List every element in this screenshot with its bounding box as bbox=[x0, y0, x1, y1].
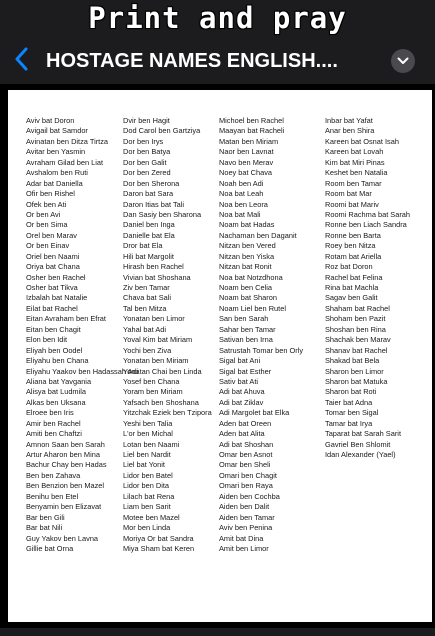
page-title: HOSTAGE NAMES ENGLISH.... bbox=[46, 49, 338, 72]
hostage-name: Daron bat Sara bbox=[123, 189, 174, 199]
hostage-name: Noa bat Notzdhona bbox=[219, 272, 283, 282]
hostage-name: Noa ben Leora bbox=[219, 199, 268, 209]
hostage-name: Taparat bat Sarah Sarit bbox=[325, 429, 402, 439]
hostage-name: Sharon ben Limor bbox=[325, 366, 384, 376]
hostage-name: Dor ben Zered bbox=[123, 168, 171, 178]
names-column-1 bbox=[26, 116, 138, 554]
hostage-name: Ben ben Zahava bbox=[26, 470, 81, 480]
hostage-name: Inbar bat Yafat bbox=[325, 116, 373, 125]
hostage-name: Miya Sham bat Keren bbox=[123, 543, 195, 553]
hostage-name: Daniel ben Inga bbox=[123, 220, 175, 230]
hostage-name: Roz bat Doron bbox=[325, 262, 373, 272]
hostage-name: Ofir ben Rishel bbox=[26, 189, 75, 199]
hostage-name: Aden bat Alita bbox=[219, 429, 265, 439]
hostage-name: Amiti ben Chaftzi bbox=[26, 429, 82, 439]
hostage-name: Lidor ben Batel bbox=[123, 470, 173, 480]
hostage-name: Dor ben Irys bbox=[123, 136, 164, 146]
hostage-name: Anar ben Shira bbox=[325, 126, 375, 136]
hostage-name: Guy Yakov ben Lavna bbox=[26, 533, 99, 543]
hostage-name: Roomi Rachma bat Sarah bbox=[325, 209, 411, 219]
app-header bbox=[0, 38, 435, 84]
hostage-name: Room ben Tamar bbox=[325, 178, 382, 188]
hostage-name: Noey bat Chava bbox=[219, 168, 272, 178]
hostage-name: Danielle bat Ela bbox=[123, 230, 175, 240]
hostage-name: Keshet ben Natalia bbox=[325, 168, 388, 178]
hostage-name: Elon ben Idit bbox=[26, 335, 68, 345]
hostage-name: Adar bat Daniella bbox=[26, 178, 83, 188]
hostage-name: Omari ben Raya bbox=[219, 481, 273, 491]
hostage-name: Omar ben Sheli bbox=[219, 460, 271, 470]
hostage-name: Sahar ben Tamar bbox=[219, 324, 276, 334]
hostage-name: Nitzan ben Vered bbox=[219, 241, 276, 251]
hostage-name: Motee ben Mazel bbox=[123, 512, 180, 522]
print-and-pray-caption: Print and pray bbox=[88, 1, 347, 35]
hostage-name: Shoham ben Pazit bbox=[325, 314, 386, 324]
hostage-name: Navo ben Merav bbox=[219, 157, 274, 167]
hostage-name: Sativan ben Irna bbox=[219, 335, 273, 345]
hostage-name: Nachaman ben Daganit bbox=[219, 230, 297, 240]
hostage-name: Or ben Sima bbox=[26, 220, 68, 230]
hostage-name: Eitan Avraham ben Efrat bbox=[26, 314, 106, 324]
hostage-name: Bar ben Gili bbox=[26, 512, 65, 522]
hostage-name: Vivian bat Shoshana bbox=[123, 272, 191, 282]
hostage-name: Naor ben Lavnat bbox=[219, 147, 274, 157]
hostage-name: Dor ben Sherona bbox=[123, 178, 180, 188]
hostage-name: Maayan bat Racheli bbox=[219, 126, 285, 136]
document-viewer[interactable] bbox=[0, 84, 435, 628]
hostage-name: Bar bat Nili bbox=[26, 523, 63, 533]
hostage-name: Dvir ben Hagit bbox=[123, 116, 170, 125]
hostage-name: Ben Benzion ben Mazel bbox=[26, 481, 105, 491]
hostage-name: Osher ben Rachel bbox=[26, 272, 86, 282]
hostage-name: Sharon bat Roti bbox=[325, 387, 377, 397]
hostage-name: San ben Sarah bbox=[219, 314, 269, 324]
hostage-name: Eliyahu Yaakov ben Hadassah Adi bbox=[26, 366, 139, 376]
hostage-name: Lotan ben Naami bbox=[123, 439, 180, 449]
hostage-name: Izbalah bat Natalie bbox=[26, 293, 88, 303]
bottom-bar bbox=[0, 628, 435, 636]
hostage-name: Roomi bat Mariv bbox=[325, 199, 379, 209]
hostage-name: Moriya Or bat Sandra bbox=[123, 533, 194, 543]
hostage-name: Aviv bat Doron bbox=[26, 116, 75, 125]
hostage-name: Eitan ben Chagit bbox=[26, 324, 81, 334]
chevron-left-icon bbox=[14, 47, 28, 76]
hostage-name: Sigal bat Esther bbox=[219, 366, 272, 376]
hostage-name: Oriel ben Naami bbox=[26, 251, 80, 261]
hostage-name: Amit bat Dina bbox=[219, 533, 264, 543]
hostage-name: Kim bat Miri Pinas bbox=[325, 157, 385, 167]
hostage-name: Hirash ben Rachel bbox=[123, 262, 184, 272]
chevron-down-icon bbox=[397, 52, 409, 70]
hostage-name: Avraham Gilad ben Liat bbox=[26, 157, 104, 167]
hostage-name: Shachak ben Marav bbox=[325, 335, 391, 345]
names-column-2 bbox=[123, 116, 212, 554]
hostage-name: Eliyahu ben Chana bbox=[26, 356, 89, 366]
hostage-name: Mor ben Linda bbox=[123, 523, 171, 533]
hostage-name: Yeshi ben Talia bbox=[123, 418, 173, 428]
hostage-name: Aviv ben Penina bbox=[219, 523, 273, 533]
hostage-name: Yonatan ben Miriam bbox=[123, 356, 189, 366]
hostage-name: Amit ben Limor bbox=[219, 543, 269, 553]
hostage-name: Adi bat Ziklav bbox=[219, 397, 264, 407]
hostage-name: Alkas ben Uksana bbox=[26, 397, 86, 407]
hostage-name: Noah ben Adi bbox=[219, 178, 264, 188]
hostage-name: Eilat bat Rachel bbox=[26, 303, 78, 313]
hostage-name: Rotam bat Ariella bbox=[325, 251, 382, 261]
hostage-name: Gillie bat Orna bbox=[26, 543, 74, 553]
hostage-name: Idan Alexander (Yael) bbox=[325, 450, 396, 459]
hostage-name: Tomar ben Sigal bbox=[325, 408, 379, 418]
hostage-name: Matan ben Miriam bbox=[219, 136, 279, 146]
hostage-name: Rina bat Machla bbox=[325, 283, 379, 292]
hostage-name: Noa bat Leah bbox=[219, 189, 264, 199]
hostage-name: Osher bat Tikva bbox=[26, 283, 78, 292]
hostage-name: Shanav bat Rachel bbox=[325, 345, 388, 355]
hostage-name: Dan Sasiy ben Sharona bbox=[123, 209, 202, 219]
hostage-name: Tal ben Mitza bbox=[123, 303, 167, 313]
hostage-name: Tamar bat Irya bbox=[325, 418, 373, 428]
hostage-name: Avshalom ben Ruti bbox=[26, 168, 88, 178]
hostage-name: Or ben Einav bbox=[26, 241, 70, 251]
hostage-name: Avitar ben Yasmin bbox=[26, 147, 86, 157]
hostage-name: Dror bat Ela bbox=[123, 241, 163, 251]
hostage-name: Chava bat Sali bbox=[123, 293, 172, 303]
hostage-name: Omari ben Chagit bbox=[219, 470, 277, 480]
hostage-name: Ziv ben Tamar bbox=[123, 283, 170, 292]
hostage-name: Roey ben Nitza bbox=[325, 241, 376, 251]
hostage-name: Sigal bat Ani bbox=[219, 356, 261, 366]
hostage-name: Noa bat Mali bbox=[219, 209, 261, 219]
names-column-4 bbox=[325, 116, 410, 460]
hostage-name: Adi Margolet bat Elka bbox=[219, 408, 290, 418]
hostage-name: Aden bat Oreen bbox=[219, 418, 272, 428]
hostage-name: Shaham bat Rachel bbox=[325, 303, 390, 313]
hostage-name: Ronne ben Liach Sandra bbox=[325, 220, 407, 230]
hostage-name: Lilach bat Rena bbox=[123, 491, 175, 501]
hostage-name: Hili bat Margolit bbox=[123, 251, 174, 261]
hostage-name: Nitzan bat Ronit bbox=[219, 262, 272, 272]
hostage-name: Room bat Mar bbox=[325, 189, 372, 199]
hostage-name: L'or ben Michal bbox=[123, 429, 173, 439]
hostage-name: Yitzchak Eziek ben Tzipora bbox=[123, 408, 212, 418]
hostage-name: Liel bat Yonit bbox=[123, 460, 165, 470]
hostage-name: Liel ben Nardit bbox=[123, 450, 171, 459]
hostage-name: Shoshan ben Rina bbox=[325, 324, 386, 334]
hostage-name: Rachel bat Felina bbox=[325, 272, 383, 282]
hostage-name: Omar ben Asnot bbox=[219, 450, 273, 459]
hostage-name: Oriya bat Chana bbox=[26, 262, 80, 272]
hostage-name: Avigail bat Samdor bbox=[26, 126, 88, 136]
hostage-name: Adi bat Shoshan bbox=[219, 439, 274, 449]
hostage-name: Yonatan ben Limor bbox=[123, 314, 185, 324]
names-page bbox=[8, 90, 432, 622]
hostage-name: Aiden ben Cochba bbox=[219, 491, 280, 501]
title-menu-button[interactable] bbox=[391, 49, 415, 73]
hostage-name: Nitzan ben Yiska bbox=[219, 251, 275, 261]
hostage-name: Noam Liel ben Rutel bbox=[219, 303, 286, 313]
hostage-name: Or ben Avi bbox=[26, 209, 61, 219]
hostage-name: Ofek ben Ati bbox=[26, 199, 67, 209]
hostage-name: Michoel ben Rachel bbox=[219, 116, 284, 125]
hostage-name: Yosef ben Chana bbox=[123, 376, 180, 386]
hostage-name: Taier bat Adna bbox=[325, 397, 373, 407]
hostage-name: Orel ben Marav bbox=[26, 230, 77, 240]
hostage-name: Ronne ben Barta bbox=[325, 230, 381, 240]
back-button[interactable] bbox=[0, 38, 42, 84]
hostage-name: Adi bat Ahuva bbox=[219, 387, 265, 397]
hostage-name: Noam bat Sharon bbox=[219, 293, 277, 303]
hostage-name: Yoval Kim bat Miriam bbox=[123, 335, 193, 345]
names-column-3 bbox=[219, 116, 303, 554]
hostage-name: Dor ben Batya bbox=[123, 147, 171, 157]
hostage-name: Yoram ben Miriam bbox=[123, 387, 183, 397]
hostage-name: Liam ben Sarit bbox=[123, 502, 171, 512]
hostage-name: Aiden ben Dalit bbox=[219, 502, 270, 512]
hostage-name: Amir ben Rachel bbox=[26, 418, 81, 428]
hostage-name: Aiden ben Tamar bbox=[219, 512, 275, 522]
hostage-name: Satrustah Tomar ben Orly bbox=[219, 345, 304, 355]
hostage-name: Noam ben Celia bbox=[219, 283, 272, 292]
hostage-name: Kareen bat Osnat Isah bbox=[325, 136, 399, 146]
hostage-name: Gavriel Ben Shlomit bbox=[325, 439, 391, 449]
hostage-name: Noam bat Hadas bbox=[219, 220, 275, 230]
hostage-name: Elroee ben Iris bbox=[26, 408, 74, 418]
hostage-name: Dod Carol ben Gartziya bbox=[123, 126, 201, 136]
hostage-name: Bachur Chay ben Hadas bbox=[26, 460, 107, 470]
hostage-name: Yochi ben Ziva bbox=[123, 345, 172, 355]
hostage-name: Avinatan ben Ditza Tirtza bbox=[26, 136, 109, 146]
hostage-name: Yafsach ben Shoshana bbox=[123, 397, 199, 407]
hostage-name: Amnon Saan ben Sarah bbox=[26, 439, 105, 449]
hostage-name: Artur Aharon ben Mina bbox=[26, 450, 100, 459]
hostage-name: Benyamin ben Elizavat bbox=[26, 502, 102, 512]
hostage-name: Lidor ben Dita bbox=[123, 481, 170, 491]
hostage-name: Alisya bat Ludmila bbox=[26, 387, 86, 397]
hostage-name: Eliyah ben Oodel bbox=[26, 345, 83, 355]
hostage-name: Shakad bat Bela bbox=[325, 356, 380, 366]
hostage-name: Daron Itias bat Tali bbox=[123, 199, 185, 209]
hostage-name: Sativ bat Ati bbox=[219, 376, 259, 386]
hostage-name: Aliana bat Yavgania bbox=[26, 376, 92, 386]
hostage-name: Benihu ben Etel bbox=[26, 491, 79, 501]
hostage-name: Yahal bat Adi bbox=[123, 324, 167, 334]
hostage-name: Sharon bat Matuka bbox=[325, 376, 388, 386]
hostage-name: Kareen bat Lovah bbox=[325, 147, 384, 157]
hostage-name: Dor ben Galit bbox=[123, 157, 167, 167]
hostage-name: Sagav ben Galit bbox=[325, 293, 378, 303]
hostage-name: Yonatan Chai ben Linda bbox=[123, 366, 202, 376]
